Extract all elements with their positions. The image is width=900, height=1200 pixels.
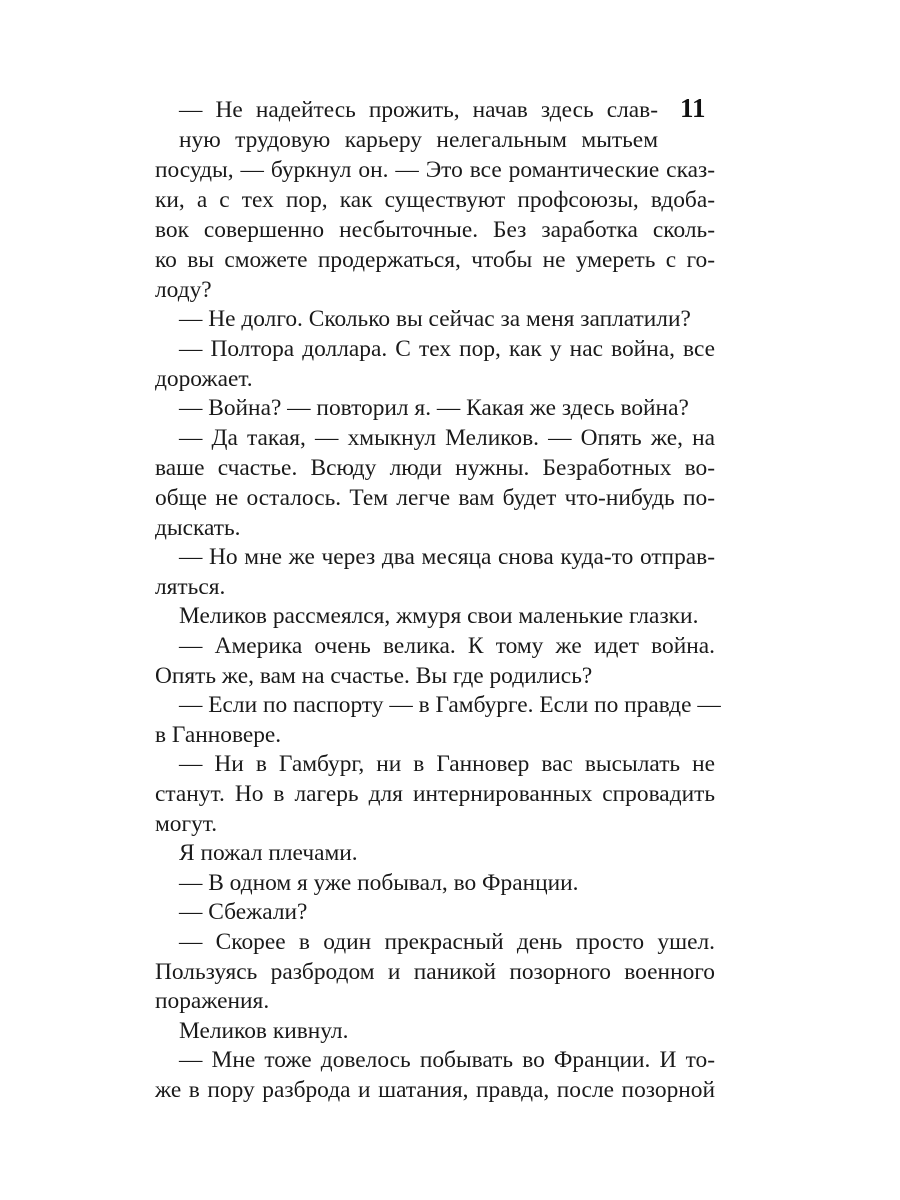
text-line: дорожает. <box>155 366 253 392</box>
text-line: — Да такая, — хмыкнул Меликов. — Опять же, на <box>179 425 715 451</box>
text-line: же в пору разброда и шатания, правда, после позорной <box>155 1077 715 1103</box>
text-line: — В одном я уже побывал, во Франции. <box>179 870 579 896</box>
text-line: — Скорее в один прекрасный день просто ушел. <box>179 929 715 955</box>
text-line: Меликов рассмеялся, жмуря свои маленькие глазки. <box>179 603 699 629</box>
text-line: в Ганновере. <box>155 722 282 748</box>
text-line: обще не осталось. Тем легче вам будет что-нибудь по- <box>155 485 715 511</box>
text-line: — Война? — повторил я. — Какая же здесь война? <box>179 395 689 421</box>
text-line: станут. Но в лагерь для интернированных спровадить <box>155 781 715 807</box>
text-line: могут. <box>155 811 218 837</box>
text-line: вок совершенно несбыточные. Без заработка сколь- <box>155 217 715 243</box>
text-line: Меликов кивнул. <box>179 1018 349 1044</box>
text-line: — Полтора доллара. С тех пор, как у нас война, все <box>179 336 715 362</box>
text-line: ваше счастье. Всюду люди нужны. Безработных во- <box>155 455 715 481</box>
text-line: — Не надейтесь прожить, начав здесь слав- <box>179 97 658 123</box>
text-line: ную трудовую карьеру нелегальным мытьем <box>179 127 658 153</box>
text-line: — Мне тоже довелось побывать во Франции. И то- <box>179 1047 715 1073</box>
text-line: — Если по паспорту — в Гамбурге. Если по правде — <box>179 692 721 718</box>
text-line: ки, а с тех пор, как существуют профсоюзы, вдоба- <box>155 187 715 213</box>
text-line: лоду? <box>155 277 212 303</box>
text-line: — Сбежали? <box>179 899 308 925</box>
text-line: дыскать. <box>155 515 241 541</box>
text-line: — Не долго. Сколько вы сейчас за меня заплатили? <box>179 306 691 332</box>
text-line: Пользуясь разбродом и паникой позорного военного <box>155 959 715 985</box>
text-line: — Америка очень велика. К тому же идет война. <box>179 633 715 659</box>
text-line: ко вы сможете продержаться, чтобы не умереть с го- <box>155 247 715 273</box>
text-line: Я пожал плечами. <box>179 840 358 866</box>
text-line: — Ни в Гамбург, ни в Ганновер вас высылать не <box>179 751 715 777</box>
text-line: посуды, — буркнул он. — Это все романтические сказ- <box>155 157 715 183</box>
page-number: 11 <box>680 93 706 123</box>
text-line: поражения. <box>155 988 270 1014</box>
text-line: Опять же, вам на счастье. Вы где родились? <box>155 663 593 689</box>
text-line: ляться. <box>155 574 226 600</box>
text-line: — Но мне же через два месяца снова куда-то отправ- <box>179 544 715 570</box>
